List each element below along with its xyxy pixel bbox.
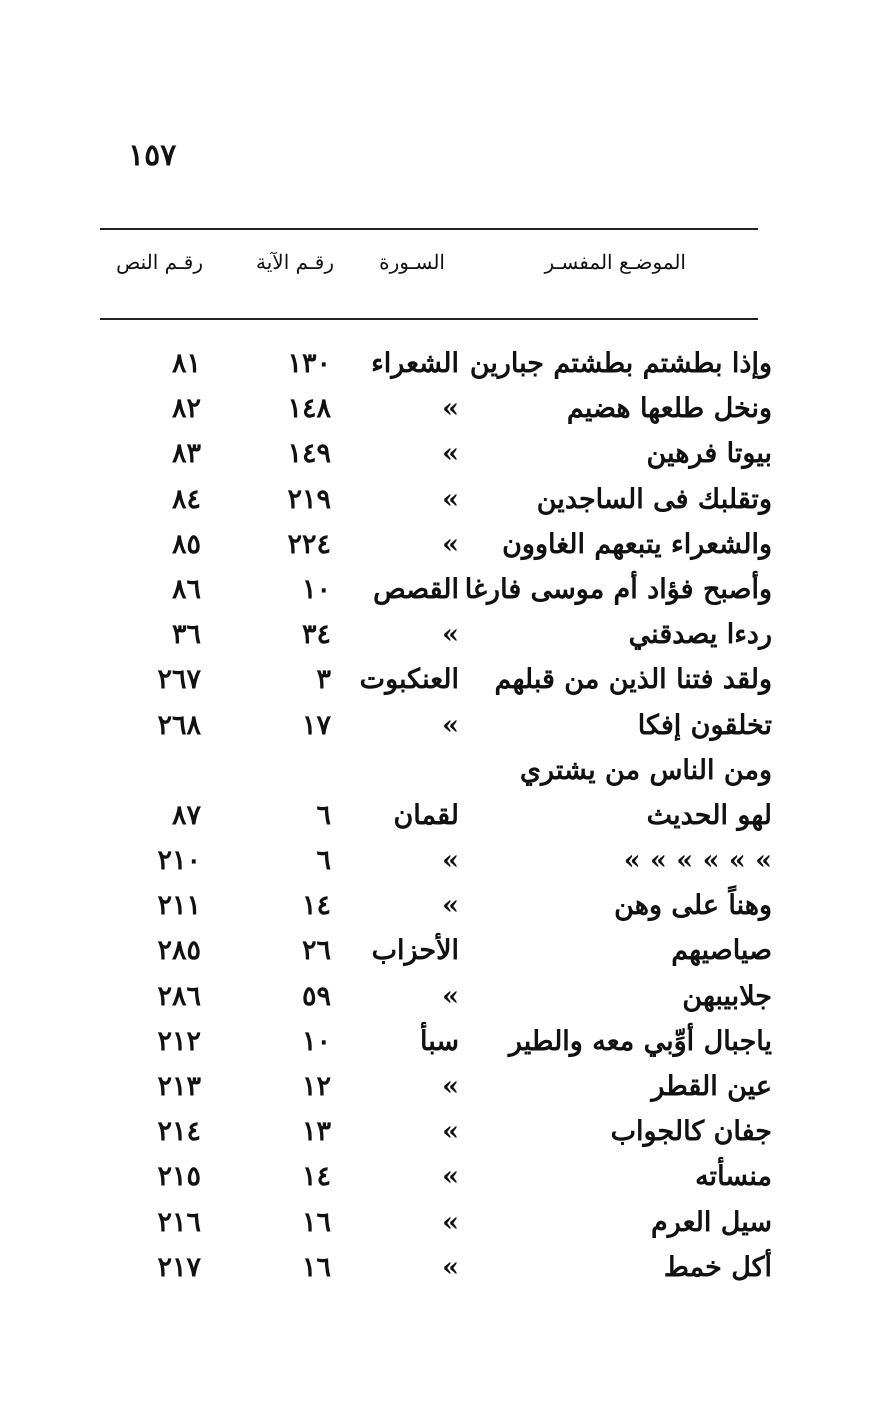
surah-cell: »	[442, 1251, 459, 1283]
table-row	[0, 344, 879, 389]
header-interpreted-place: الموضـع المفسـر	[544, 250, 686, 274]
verse-number-cell: ١٤	[301, 1161, 331, 1193]
text-number-cell: ٢١٧	[157, 1251, 201, 1283]
table-row	[0, 1067, 879, 1112]
interpreted-place-cell: ردءا يصدقني	[628, 619, 772, 651]
table-row	[0, 796, 879, 841]
interpreted-place-cell: وتقلبك فى الساجدين	[536, 483, 772, 515]
table-row	[0, 1248, 879, 1293]
text-number-cell: ٨٥	[171, 528, 201, 560]
verse-number-cell: ١٤	[301, 890, 331, 922]
header-text-number: رقـم النص	[116, 250, 203, 274]
surah-cell: لقمان	[393, 799, 459, 831]
surah-cell: »	[442, 890, 459, 922]
table-row	[0, 570, 879, 615]
surah-cell: سبأ	[420, 1025, 459, 1057]
verse-number-cell: ١٦	[301, 1206, 331, 1238]
surah-cell: القصص	[373, 573, 459, 605]
table-row	[0, 751, 879, 796]
table-row	[0, 1157, 879, 1202]
table-row	[0, 841, 879, 886]
interpreted-place-cell: سيل العرم	[651, 1206, 772, 1238]
verse-number-cell: ١٠	[301, 1025, 331, 1057]
text-number-cell: ٢٦٧	[157, 664, 201, 696]
verse-number-cell: ١٠	[301, 573, 331, 605]
interpreted-place-cell: والشعراء يتبعهم الغاوون	[502, 528, 772, 560]
surah-cell: »	[442, 1206, 459, 1238]
interpreted-place-cell: وهناً على وهن	[614, 890, 772, 922]
verse-number-cell: ٢٢٤	[287, 528, 331, 560]
verse-number-cell: ١٣	[301, 1116, 331, 1148]
text-number-cell: ٢١٠	[157, 845, 201, 877]
interpreted-place-cell: ولقد فتنا الذين من قبلهم	[494, 664, 772, 696]
surah-cell: »	[442, 709, 459, 741]
text-number-cell: ٨٣	[171, 438, 201, 470]
surah-cell: »	[442, 1161, 459, 1193]
text-number-cell: ٢١٥	[157, 1161, 201, 1193]
header-surah: السـورة	[379, 250, 445, 274]
text-number-cell: ٢٦٨	[157, 709, 201, 741]
table-row	[0, 434, 879, 479]
surah-cell: »	[442, 1116, 459, 1148]
text-number-cell: ٨٤	[171, 483, 201, 515]
surah-cell: »	[442, 483, 459, 515]
surah-cell: »	[442, 619, 459, 651]
verse-number-cell: ٣	[316, 664, 331, 696]
text-number-cell: ٨٧	[171, 799, 201, 831]
surah-cell: الأحزاب	[371, 935, 459, 967]
page-number: ١٥٧	[128, 138, 177, 173]
table-row	[0, 931, 879, 976]
text-number-cell: ٣٦	[171, 619, 201, 651]
text-number-cell: ٨١	[171, 348, 201, 379]
text-number-cell: ٢٨٦	[157, 980, 201, 1012]
verse-number-cell: ٢١٩	[287, 483, 331, 515]
interpreted-place-cell: منسأته	[695, 1161, 772, 1193]
table-row	[0, 660, 879, 705]
text-number-cell: ٢١٣	[157, 1071, 201, 1102]
surah-cell: العنكبوت	[359, 664, 459, 696]
table-row	[0, 886, 879, 931]
interpreted-place-cell: صياصيهم	[671, 935, 772, 967]
header-verse-number: رقـم الآية	[256, 250, 334, 274]
text-number-cell: ٢٨٥	[157, 935, 201, 967]
interpreted-place-cell: وأصبح فؤاد أم موسى فارغا	[464, 573, 772, 605]
table-row	[0, 389, 879, 434]
verse-number-cell: ١٤٩	[287, 438, 331, 470]
table-row	[0, 706, 879, 751]
table-row	[0, 525, 879, 570]
interpreted-place-cell: عين القطر	[651, 1071, 772, 1102]
verse-number-cell: ١٢	[301, 1071, 331, 1102]
surah-cell: »	[442, 845, 459, 877]
surah-cell: »	[442, 1071, 459, 1102]
header-top-rule	[100, 228, 758, 230]
table-row	[0, 1022, 879, 1067]
verse-number-cell: ٥٩	[301, 980, 331, 1012]
verse-number-cell: ٦	[316, 845, 331, 877]
table-row	[0, 480, 879, 525]
verse-number-cell: ١٣٠	[287, 348, 331, 379]
table-row	[0, 615, 879, 660]
surah-cell: الشعراء	[371, 348, 459, 379]
interpreted-place-cell: جلابيبهن	[682, 980, 772, 1012]
surah-cell: »	[442, 438, 459, 470]
interpreted-place-cell: وإذا بطشتم بطشتم جبارين	[469, 348, 772, 379]
surah-cell: »	[442, 528, 459, 560]
verse-number-cell: ٣٤	[301, 619, 331, 651]
interpreted-place-cell: » » » » » »	[623, 845, 772, 877]
interpreted-place-cell: ومن الناس من يشتري	[519, 754, 772, 786]
text-number-cell: ٨٦	[171, 573, 201, 605]
surah-cell: »	[442, 393, 459, 425]
interpreted-place-cell: جفان كالجواب	[610, 1116, 772, 1148]
text-number-cell: ٨٢	[171, 393, 201, 425]
table-header	[0, 250, 879, 290]
interpreted-place-cell: ونخل طلعها هضيم	[566, 393, 772, 425]
verse-number-cell: ١٦	[301, 1251, 331, 1283]
surah-cell: »	[442, 980, 459, 1012]
interpreted-place-cell: لهو الحديث	[646, 799, 772, 831]
text-number-cell: ٢١٤	[157, 1116, 201, 1148]
verse-number-cell: ٦	[316, 799, 331, 831]
table-row	[0, 1203, 879, 1248]
table-row	[0, 977, 879, 1022]
interpreted-place-cell: تخلقون إفكا	[637, 709, 772, 741]
table-row	[0, 1112, 879, 1157]
interpreted-place-cell: ياجبال أوِّبي معه والطير	[508, 1025, 772, 1057]
header-bottom-rule	[100, 318, 758, 320]
text-number-cell: ٢١٦	[157, 1206, 201, 1238]
interpreted-place-cell: بيوتا فرهين	[646, 438, 772, 470]
interpreted-place-cell: أكل خمط	[663, 1251, 772, 1283]
text-number-cell: ٢١١	[157, 890, 201, 922]
text-number-cell: ٢١٢	[157, 1025, 201, 1057]
verse-number-cell: ١٧	[301, 709, 331, 741]
verse-number-cell: ١٤٨	[287, 393, 331, 425]
table-body	[0, 344, 879, 1293]
verse-number-cell: ٢٦	[301, 935, 331, 967]
